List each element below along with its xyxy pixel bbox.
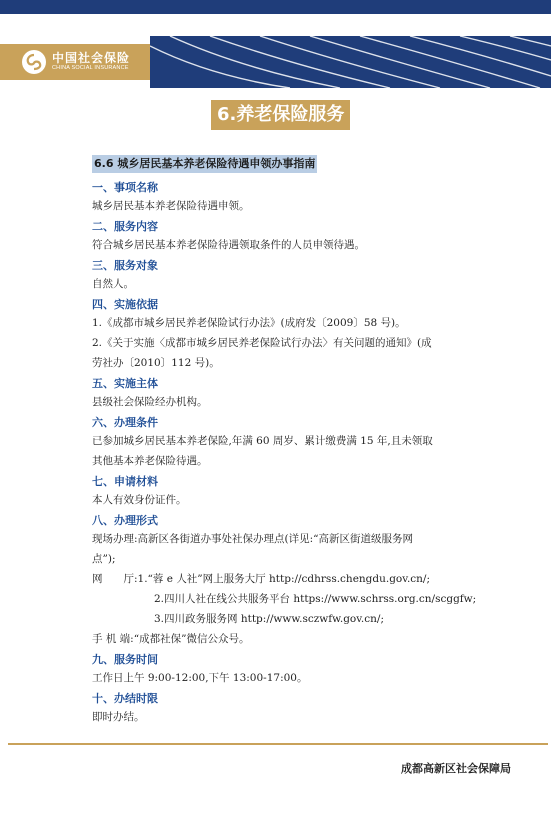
text-materials: 本人有效身份证件。 (92, 494, 187, 506)
section-title: 6.养老保险服务 (211, 100, 350, 130)
text-onsite-1: 现场办理:高新区各街道办事处社保办理点(详见:“高新区街道级服务网 (92, 533, 414, 545)
text-web-3: 3.四川政务服务网 http://www.sczwfw.gov.cn/; (154, 613, 384, 625)
text-onsite-2: 点”); (92, 553, 116, 565)
text-web-1: 网 厅:1.“蓉 e 人社”网上服务大厅 http://cdhrss.chengdu.gov.cn/; (92, 573, 430, 585)
text-legal-basis-1: 1.《成都市城乡居民养老保险试行办法》(成府发〔2009〕58 号)。 (92, 317, 406, 329)
header-top-bar (0, 0, 551, 14)
heading-service-hours: 九、服务时间 (92, 653, 158, 666)
heading-conditions: 六、办理条件 (92, 416, 158, 429)
footer-divider (8, 743, 548, 745)
text-legal-basis-2a: 2.《关于实施〈成都市城乡居民养老保险试行办法〉有关问题的通知》(成 (92, 337, 432, 349)
text-web-2: 2.四川人社在线公共服务平台 https://www.schrss.org.cn/scggfw; (154, 593, 477, 605)
text-item-name: 城乡居民基本养老保险待遇申领。 (92, 200, 250, 212)
heading-legal-basis: 四、实施依据 (92, 298, 158, 311)
heading-item-name: 一、事项名称 (92, 181, 158, 194)
social-insurance-emblem-icon (22, 50, 46, 74)
guide-title: 6.6 城乡居民基本养老保险待遇申领办事指南 (92, 155, 317, 173)
heading-service-content: 二、服务内容 (92, 220, 158, 233)
page-header (0, 0, 551, 88)
header-stripes-decoration (150, 36, 551, 88)
heading-materials: 七、申请材料 (92, 475, 158, 488)
logo (22, 50, 130, 74)
guide-content (92, 152, 494, 728)
heading-implementing-body: 五、实施主体 (92, 377, 158, 390)
text-service-target: 自然人。 (92, 278, 134, 290)
text-conditions-2: 其他基本养老保险待遇。 (92, 455, 208, 467)
text-mobile: 手 机 端:“成都社保”微信公众号。 (92, 633, 250, 645)
text-service-hours: 工作日上午 9:00-12:00,下午 13:00-17:00。 (92, 672, 308, 684)
logo-english-text: CHINA SOCIAL INSURANCE (52, 65, 129, 72)
text-legal-basis-2b: 劳社办〔2010〕112 号)。 (92, 357, 220, 369)
footer-organization: 成都高新区社会保障局 (401, 762, 511, 775)
heading-time-limit: 十、办结时限 (92, 692, 158, 705)
heading-service-target: 三、服务对象 (92, 259, 158, 272)
text-conditions-1: 已参加城乡居民基本养老保险,年满 60 周岁、累计缴费满 15 年,且未领取 (92, 435, 433, 447)
text-time-limit: 即时办结。 (92, 711, 145, 723)
logo-chinese-text: 中国社会保险 (52, 51, 131, 66)
heading-handling-methods: 八、办理形式 (92, 514, 158, 527)
text-service-content: 符合城乡居民基本养老保险待遇领取条件的人员申领待遇。 (92, 239, 365, 251)
text-implementing-body: 县级社会保险经办机构。 (92, 396, 208, 408)
header-bottom-white (0, 80, 150, 88)
